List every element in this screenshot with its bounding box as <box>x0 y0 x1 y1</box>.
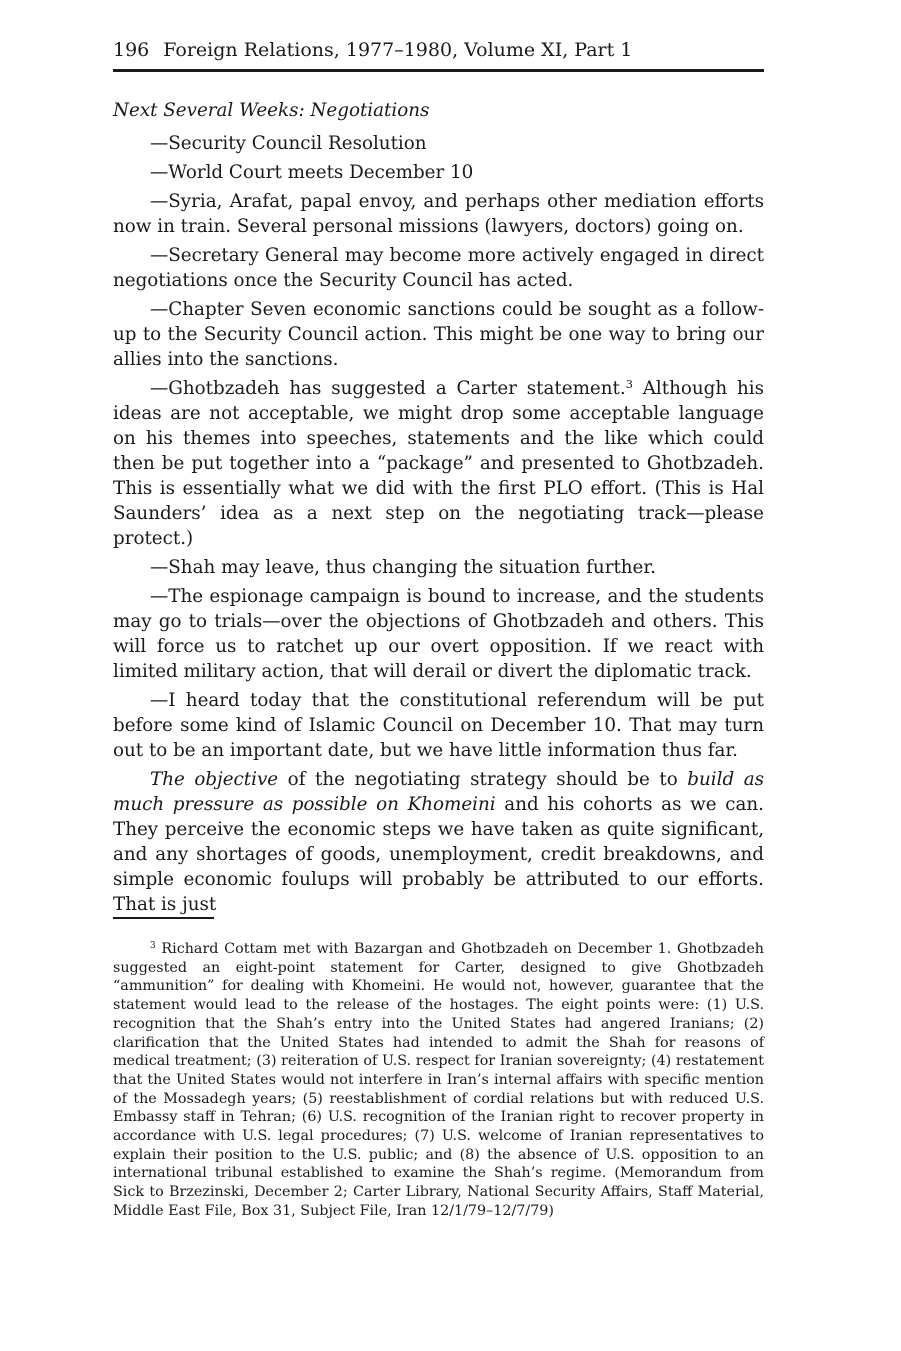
paragraph: —I heard today that the constitutional referendum will be put before some kind of Islamic Council on December 10. That may turn out to be an important date, but we have little information thus far. <box>113 690 764 761</box>
header-rule <box>113 69 764 72</box>
section-heading: Next Several Weeks: Negotiations <box>113 100 430 121</box>
emphasis-text: build as much pressure as possible on Khomeini <box>113 769 765 815</box>
paragraph: —Secretary General may become more actively engaged in direct negotiations once the Security Council has acted. <box>113 245 764 291</box>
paragraph <box>113 376 764 551</box>
paragraph-text: and his cohorts as we can. They perceive the economic steps we have taken as quite significant, and any shortages of goods, unemployment, credit breakdowns, and simple economic foulups will probably be attributed to our efforts. That is just <box>113 794 764 915</box>
running-title: Foreign Relations, 1977–1980, Volume XI, Part 1 <box>163 39 633 61</box>
emphasis-text: The objective <box>150 769 279 790</box>
footnote-rule <box>113 917 214 919</box>
footnote-marker: 3 <box>150 941 156 952</box>
footnote-paragraph <box>113 940 764 1221</box>
page-number: 196 <box>113 39 150 61</box>
main-text <box>113 98 764 921</box>
footnote-text: Richard Cottam met with Bazargan and Ghotbzadeh on December 1. Ghotbzadeh suggested an eight-point statement for Carter, designed to give Ghotbzadeh “ammunition” for dealing with Khomeini. He would not, however, guarantee that the statement would lead to the release of the hostages. The eight points were: (1) U.S. recognition that the Shah’s entry into the United States had angered Iranians; (2) clarification that the United States had intended to admit the Shah for reasons of medical treatment; (3) reiteration of U.S. respect for Iranian sovereignty; (4) restatement that the United States would not interfere in Iran’s internal affairs with specific mention of the Mossadegh years; (5) reestablishment of cordial relations but with reduced U.S. Embassy staff in Tehran; (6) U.S. recognition of the Iranian right to recover property in accordance with U.S. legal procedures; (7) U.S. welcome of Iranian representatives to explain their position to the U.S. public; and (8) the absence of U.S. opposition to an international tribunal established to examine the Shah’s regime. (Memorandum from Sick to Brzezinski, December 2; Carter Library, National Security Affairs, Staff Material, Middle East File, Box 31, Subject File, Iran 12/1/79–12/7/79) <box>113 941 764 1219</box>
list-item: —World Court meets December 10 <box>150 162 474 183</box>
paragraph-text: —Ghotbzadeh has suggested a Carter statement. <box>150 378 626 399</box>
paragraph: —Chapter Seven economic sanctions could be sought as a follow-up to the Security Council action. This might be one way to bring our allies into the sanctions. <box>113 299 764 370</box>
footnote <box>113 940 764 1221</box>
running-header <box>113 38 764 62</box>
paragraph-text: of the negotiating strategy should be to <box>278 769 688 790</box>
paragraph-text: Although his ideas are not acceptable, we might drop some acceptable language on his themes into speeches, statements and the like which could then be put together into a “package” and presented to Ghotbzadeh. This is essentially what we did with the first PLO effort. (This is Hal Saunders’ idea as a next step on the negotiating track—please protect.) <box>113 378 764 549</box>
paragraph <box>113 767 764 917</box>
list-item: —Security Council Resolution <box>150 133 427 154</box>
paragraph: —Shah may leave, thus changing the situation further. <box>150 557 656 578</box>
paragraph: —The espionage campaign is bound to increase, and the students may go to trials—over the objections of Ghotbzadeh and others. This will force us to ratchet up our overt opposition. If we react with limited military action, that will derail or divert the diplomatic track. <box>113 586 764 682</box>
footnote-reference[interactable]: 3 <box>625 376 633 391</box>
paragraph: —Syria, Arafat, papal envoy, and perhaps other mediation efforts now in train. Several personal missions (lawyers, doctors) going on. <box>113 191 764 237</box>
